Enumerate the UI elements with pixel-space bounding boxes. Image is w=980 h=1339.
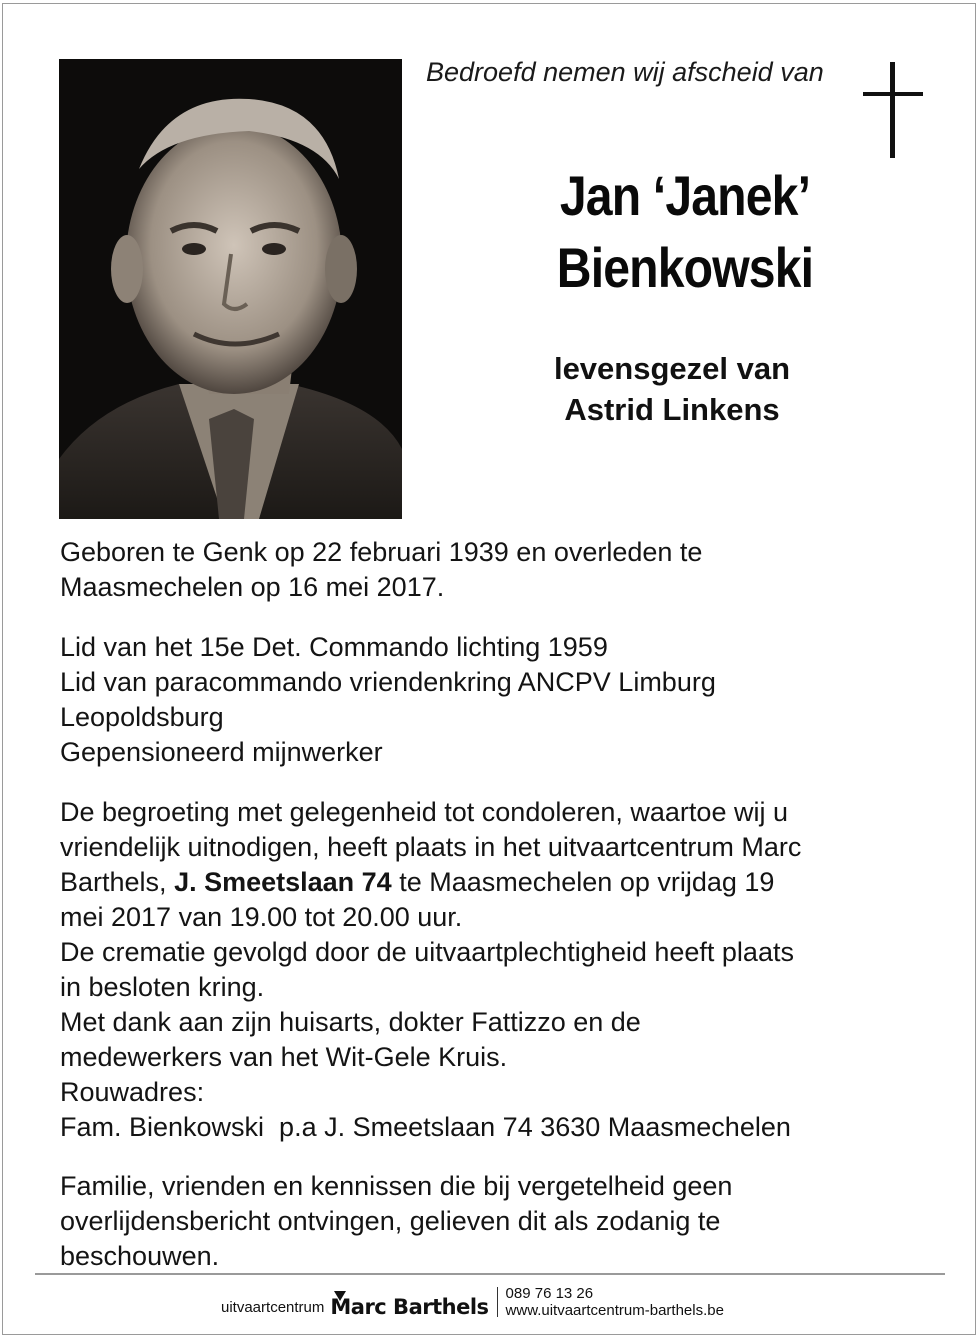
logo-wordmark bbox=[330, 1295, 488, 1319]
birth-death-line-2: Maasmechelen op 16 mei 2017. bbox=[60, 572, 445, 602]
details-line-address bbox=[60, 865, 950, 900]
closing-paragraph bbox=[60, 1169, 950, 1274]
closing-line: Familie, vrienden en kennissen die bij vergetelheid geen bbox=[60, 1171, 733, 1201]
logo-small-text: uitvaartcentrum bbox=[221, 1299, 325, 1316]
bio-line: Gepensioneerd mijnwerker bbox=[60, 737, 383, 767]
address-bold: J. Smeetslaan 74 bbox=[174, 867, 392, 897]
bio-line: Lid van het 15e Det. Commando lichting 1959 bbox=[60, 632, 608, 662]
bio-paragraph bbox=[60, 630, 950, 770]
details-pre: Barthels, bbox=[60, 867, 175, 897]
bio-line: Lid van paracommando vriendenkring ANCPV Limburg bbox=[60, 667, 716, 697]
footer-divider bbox=[35, 1273, 945, 1275]
details-line: in besloten kring. bbox=[60, 972, 265, 1002]
cross-icon bbox=[863, 62, 923, 158]
details-paragraph bbox=[60, 795, 950, 1145]
deceased-name bbox=[474, 160, 895, 304]
birth-death-paragraph bbox=[60, 535, 950, 605]
details-line: mei 2017 van 19.00 tot 20.00 uur. bbox=[60, 902, 463, 932]
details-line: Fam. Bienkowski p.a J. Smeetslaan 74 3630 Maasmechelen bbox=[60, 1112, 791, 1142]
portrait-photo bbox=[59, 59, 402, 519]
intro-text: Bedroefd nemen wij afscheid van bbox=[426, 57, 824, 87]
phone-number: 089 76 13 26 bbox=[505, 1285, 594, 1302]
name-line-1: Jan ‘Janek’ bbox=[559, 164, 811, 227]
contact-info bbox=[506, 1285, 724, 1319]
closing-line: beschouwen. bbox=[60, 1241, 220, 1271]
details-line: Rouwadres: bbox=[60, 1077, 205, 1107]
bio-line: Leopoldsburg bbox=[60, 702, 224, 732]
logo-triangle-icon bbox=[334, 1291, 346, 1301]
logo-separator bbox=[497, 1287, 498, 1317]
details-line: vriendelijk uitnodigen, heeft plaats in het uitvaartcentrum Marc bbox=[60, 832, 802, 862]
website-link[interactable]: www.uitvaartcentrum-barthels.be bbox=[505, 1302, 724, 1319]
closing-line: overlijdensbericht ontvingen, gelieven dit als zodanig te bbox=[60, 1206, 721, 1236]
details-line: De begroeting met gelegenheid tot condoleren, waartoe wij u bbox=[60, 797, 788, 827]
funeral-home-logo bbox=[221, 1285, 724, 1319]
partner-line-2: Astrid Linkens bbox=[564, 392, 780, 427]
partner-text bbox=[452, 348, 892, 430]
partner-line-1: levensgezel van bbox=[553, 351, 791, 386]
details-line: medewerkers van het Wit-Gele Kruis. bbox=[60, 1042, 508, 1072]
logo-big-text: Marc Barthels bbox=[330, 1295, 489, 1319]
details-line: Met dank aan zijn huisarts, dokter Fattizzo en de bbox=[60, 1007, 641, 1037]
details-line: De crematie gevolgd door de uitvaartplechtigheid heeft plaats bbox=[60, 937, 794, 967]
birth-death-line-1: Geboren te Genk op 22 februari 1939 en overleden te bbox=[60, 537, 703, 567]
name-line-2: Bienkowski bbox=[556, 236, 814, 299]
details-post: te Maasmechelen op vrijdag 19 bbox=[391, 867, 775, 897]
